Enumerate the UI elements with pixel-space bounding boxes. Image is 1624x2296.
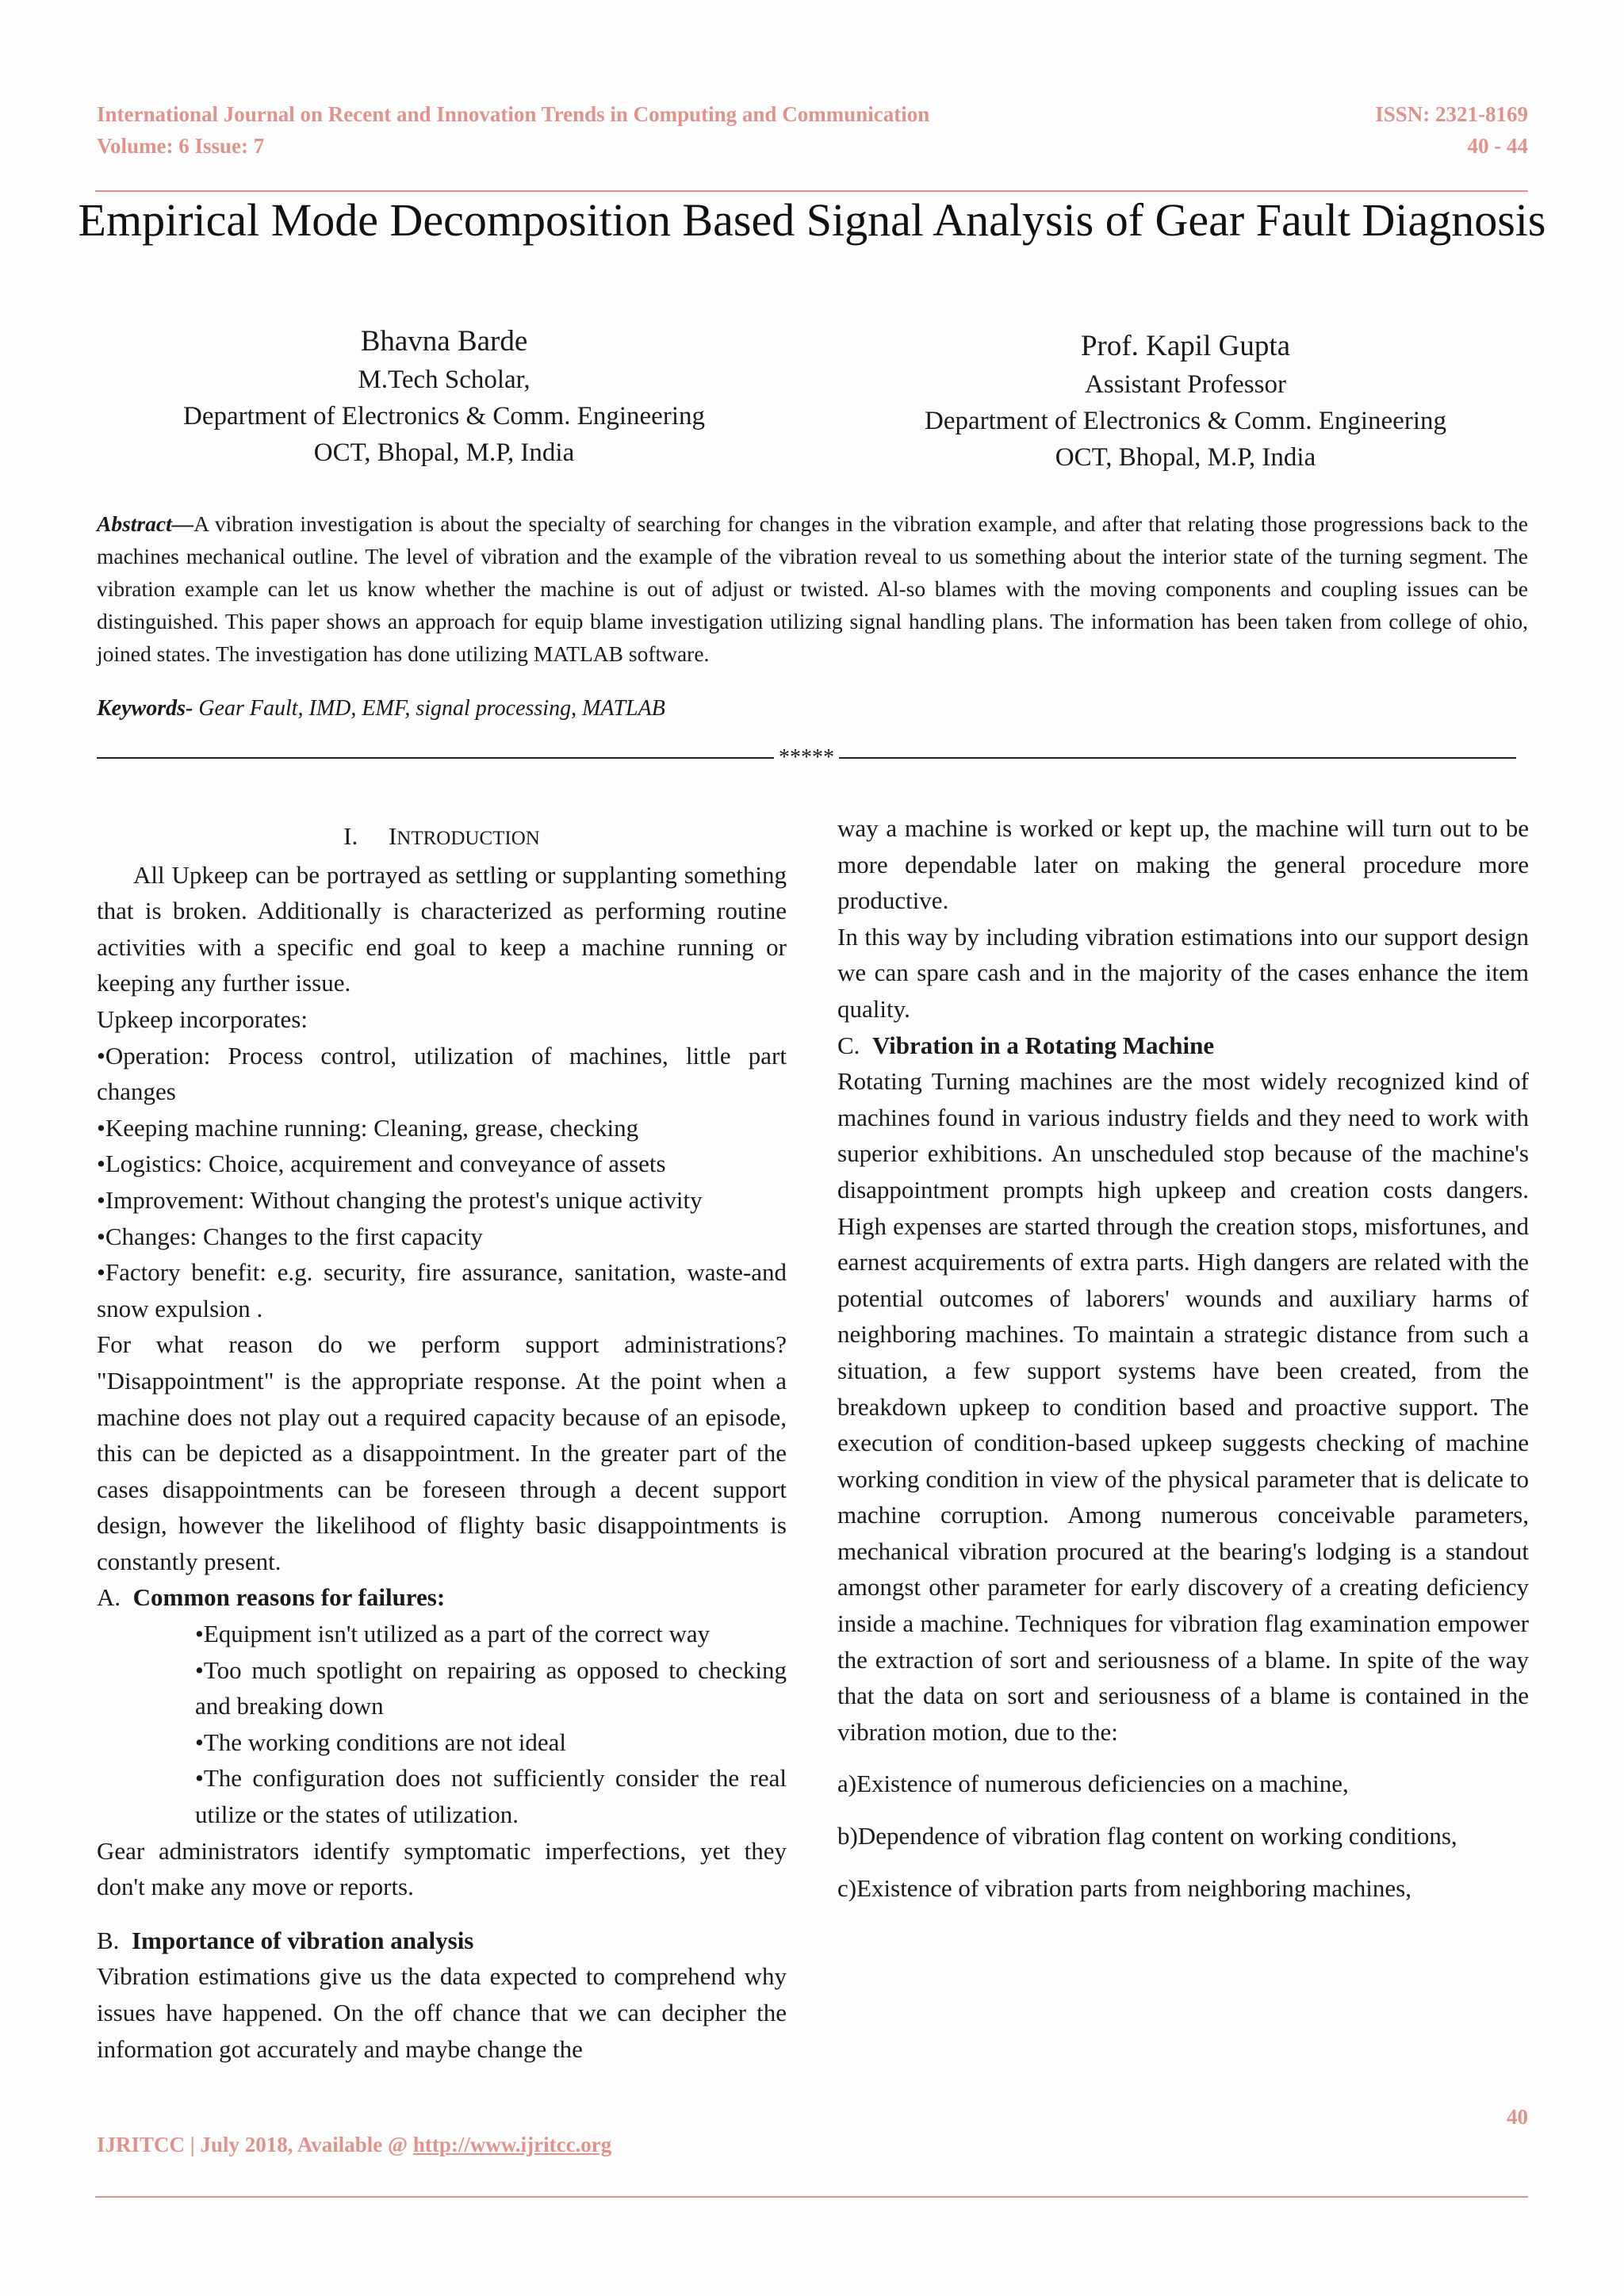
author-place: OCT, Bhopal, M.P, India: [1055, 443, 1316, 472]
subsection-number: C.: [837, 1031, 860, 1059]
abstract-text: A vibration investigation is about the specialty of searching for changes in the vibration example, and after that relating those progressions back to the machines mechanical outline. The level of vibration and the example of the vibration reveal to us something about the interior state of the turning segment. The vibration example can let us know whether the machine is out of adjust or twisted. Al-so blames with the moving components and coupling issues can be distinguished. This paper shows an approach for equip blame investigation utilizing signal handling plans. The information has been taken from college of ohio, joined states. The investigation has done utilizing MATLAB software.: [97, 511, 1528, 666]
upkeep-item: •Changes: Changes to the first capacity: [97, 1222, 483, 1250]
subsection-title: Vibration in a Rotating Machine: [871, 1031, 1215, 1059]
upkeep-label: Upkeep incorporates:: [97, 1004, 308, 1033]
journal-name: International Journal on Recent and Innovation Trends in Computing and Communication: [97, 102, 930, 126]
left-column: [97, 818, 787, 2067]
author-name: Bhavna Barde: [360, 325, 528, 358]
subsection-a-closing: Gear administrators identify symptomatic imperfections, yet they don't make any move or reports.: [97, 1836, 787, 1901]
subsection-heading-c: [837, 1027, 1529, 1064]
footer-text: IJRITCC | July 2018, Available @: [97, 2133, 413, 2156]
section-separator: [97, 745, 1516, 771]
intro-paragraph-2: For what reason do we perform support administrations? "Disappointment" is the appropriate response. At the point when a machine does not play out a required capacity because of an episode, this can be depicted as a disappointment. In the greater part of the cases disappointments can be foreseen through a decent support design, however the likelihood of flighty basic disappointments is constantly present.: [97, 1330, 787, 1575]
author-role: Assistant Professor: [1085, 370, 1286, 399]
cause-list-item: a)Existence of numerous deficiencies on a machine,: [837, 1770, 1349, 1798]
author-place: OCT, Bhopal, M.P, India: [313, 438, 575, 467]
volume-issue: Volume: 6 Issue: 7: [97, 134, 265, 158]
page-number: 40: [1507, 2105, 1528, 2129]
failure-reason-item: •The working conditions are not ideal: [195, 1728, 566, 1756]
footer: [97, 2133, 611, 2157]
section-title-rest: NTRODUCTION: [396, 828, 540, 849]
journal-link[interactable]: http://www.ijritcc.org: [412, 2133, 612, 2156]
page-range: 40 - 44: [1467, 134, 1528, 158]
upkeep-item: •Improvement: Without changing the protest's unique activity: [97, 1185, 703, 1214]
author-block-1: [127, 322, 761, 471]
failure-reason-item: •The configuration does not sufficiently consider the real utilize or the states of utilization.: [195, 1764, 787, 1829]
failure-reason-item: •Too much spotlight on repairing as opposed to checking and breaking down: [195, 1655, 787, 1720]
section-heading-introduction: [97, 818, 787, 857]
keywords: [97, 696, 1528, 721]
right-column: [837, 810, 1529, 1906]
subsection-title: Common reasons for failures:: [132, 1583, 446, 1612]
abstract-label: Abstract—: [97, 511, 194, 536]
section-number: I.: [343, 822, 358, 850]
subsection-title: Importance of vibration analysis: [131, 1926, 474, 1954]
intro-paragraph-1: All Upkeep can be portrayed as settling or supplanting something that is broken. Additionally is characterized as performing routine activities with a specific end goal to keep a machine running or keeping any further issue.: [97, 860, 787, 997]
upkeep-item: •Logistics: Choice, acquirement and conveyance of assets: [97, 1150, 666, 1178]
issn: ISSN: 2321-8169: [1375, 102, 1528, 126]
upkeep-item: •Operation: Process control, utilization of machines, little part changes: [97, 1041, 787, 1106]
separator-stars: *****: [779, 745, 834, 770]
subsection-heading-b: [97, 1923, 787, 1959]
vibration-savings-paragraph: In this way by including vibration estimations into our support design we can spare cash and in the majority of the cases enhance the item quality.: [837, 922, 1529, 1023]
continued-paragraph: way a machine is worked or kept up, the machine will turn out to be more dependable later on making the general procedure more productive.: [837, 814, 1529, 915]
author-block-2: [868, 327, 1503, 476]
author-dept: Department of Electronics & Comm. Engineering: [925, 407, 1446, 435]
subsection-b-paragraph: Vibration estimations give us the data expected to comprehend why issues have happened. On the off chance that we can decipher the information got accurately and maybe change the: [97, 1962, 787, 2063]
upkeep-item: •Keeping machine running: Cleaning, grease, checking: [97, 1113, 639, 1142]
failure-reason-item: •Equipment isn't utilized as a part of the correct way: [195, 1620, 710, 1648]
subsection-heading-a: [97, 1579, 787, 1616]
separator-line: [97, 757, 774, 759]
section-title-initial: I: [388, 822, 397, 850]
cause-list-item: b)Dependence of vibration flag content on working conditions,: [837, 1822, 1457, 1850]
keywords-label: Keywords-: [97, 696, 193, 721]
upkeep-item: •Factory benefit: e.g. security, fire assurance, sanitation, waste-and snow expulsion .: [97, 1258, 787, 1322]
subsection-c-paragraph: Rotating Turning machines are the most widely recognized kind of machines found in various industry fields and they need to work with superior exhibitions. An unscheduled stop because of the machine's disappointment prompts high upkeep and creation costs dangers. High expenses are started through the creation stops, misfortunes, and earnest acquirements of extra parts. High dangers are related with the potential outcomes of laborers' wounds and auxiliary harms of neighboring machines. To maintain a strategic distance from such a situation, a few support systems have been created, from the breakdown upkeep to condition based and proactive support. The execution of condition-based upkeep suggests checking of machine working condition in view of the physical parameter that is delicate to machine corruption. Among numerous conceivable parameters, mechanical vibration procured at the bearing's lodging is a standout amongst other parameter for early discovery of a creating deficiency inside a machine. Techniques for vibration flag examination empower the extraction of sort and seriousness of a blame. In spite of the way that the data on sort and seriousness of a blame is contained in the vibration motion, due to the:: [837, 1067, 1529, 1746]
subsection-number: A.: [97, 1583, 121, 1612]
keywords-text: Gear Fault, IMD, EMF, signal processing, MATLAB: [193, 696, 665, 721]
running-header: [97, 98, 1528, 162]
subsection-number: B.: [97, 1926, 120, 1954]
spacer: [97, 1905, 787, 1923]
paper-title: Empirical Mode Decomposition Based Signal Analysis of Gear Fault Diagnosis: [78, 194, 1546, 246]
author-role: M.Tech Scholar,: [358, 365, 530, 394]
footer-rule: [95, 2196, 1528, 2198]
cause-list-item: c)Existence of vibration parts from neighboring machines,: [837, 1873, 1411, 1902]
abstract: [97, 507, 1528, 670]
separator-line: [839, 757, 1516, 759]
author-name: Prof. Kapil Gupta: [1080, 330, 1291, 362]
author-dept: Department of Electronics & Comm. Engineering: [183, 402, 705, 430]
